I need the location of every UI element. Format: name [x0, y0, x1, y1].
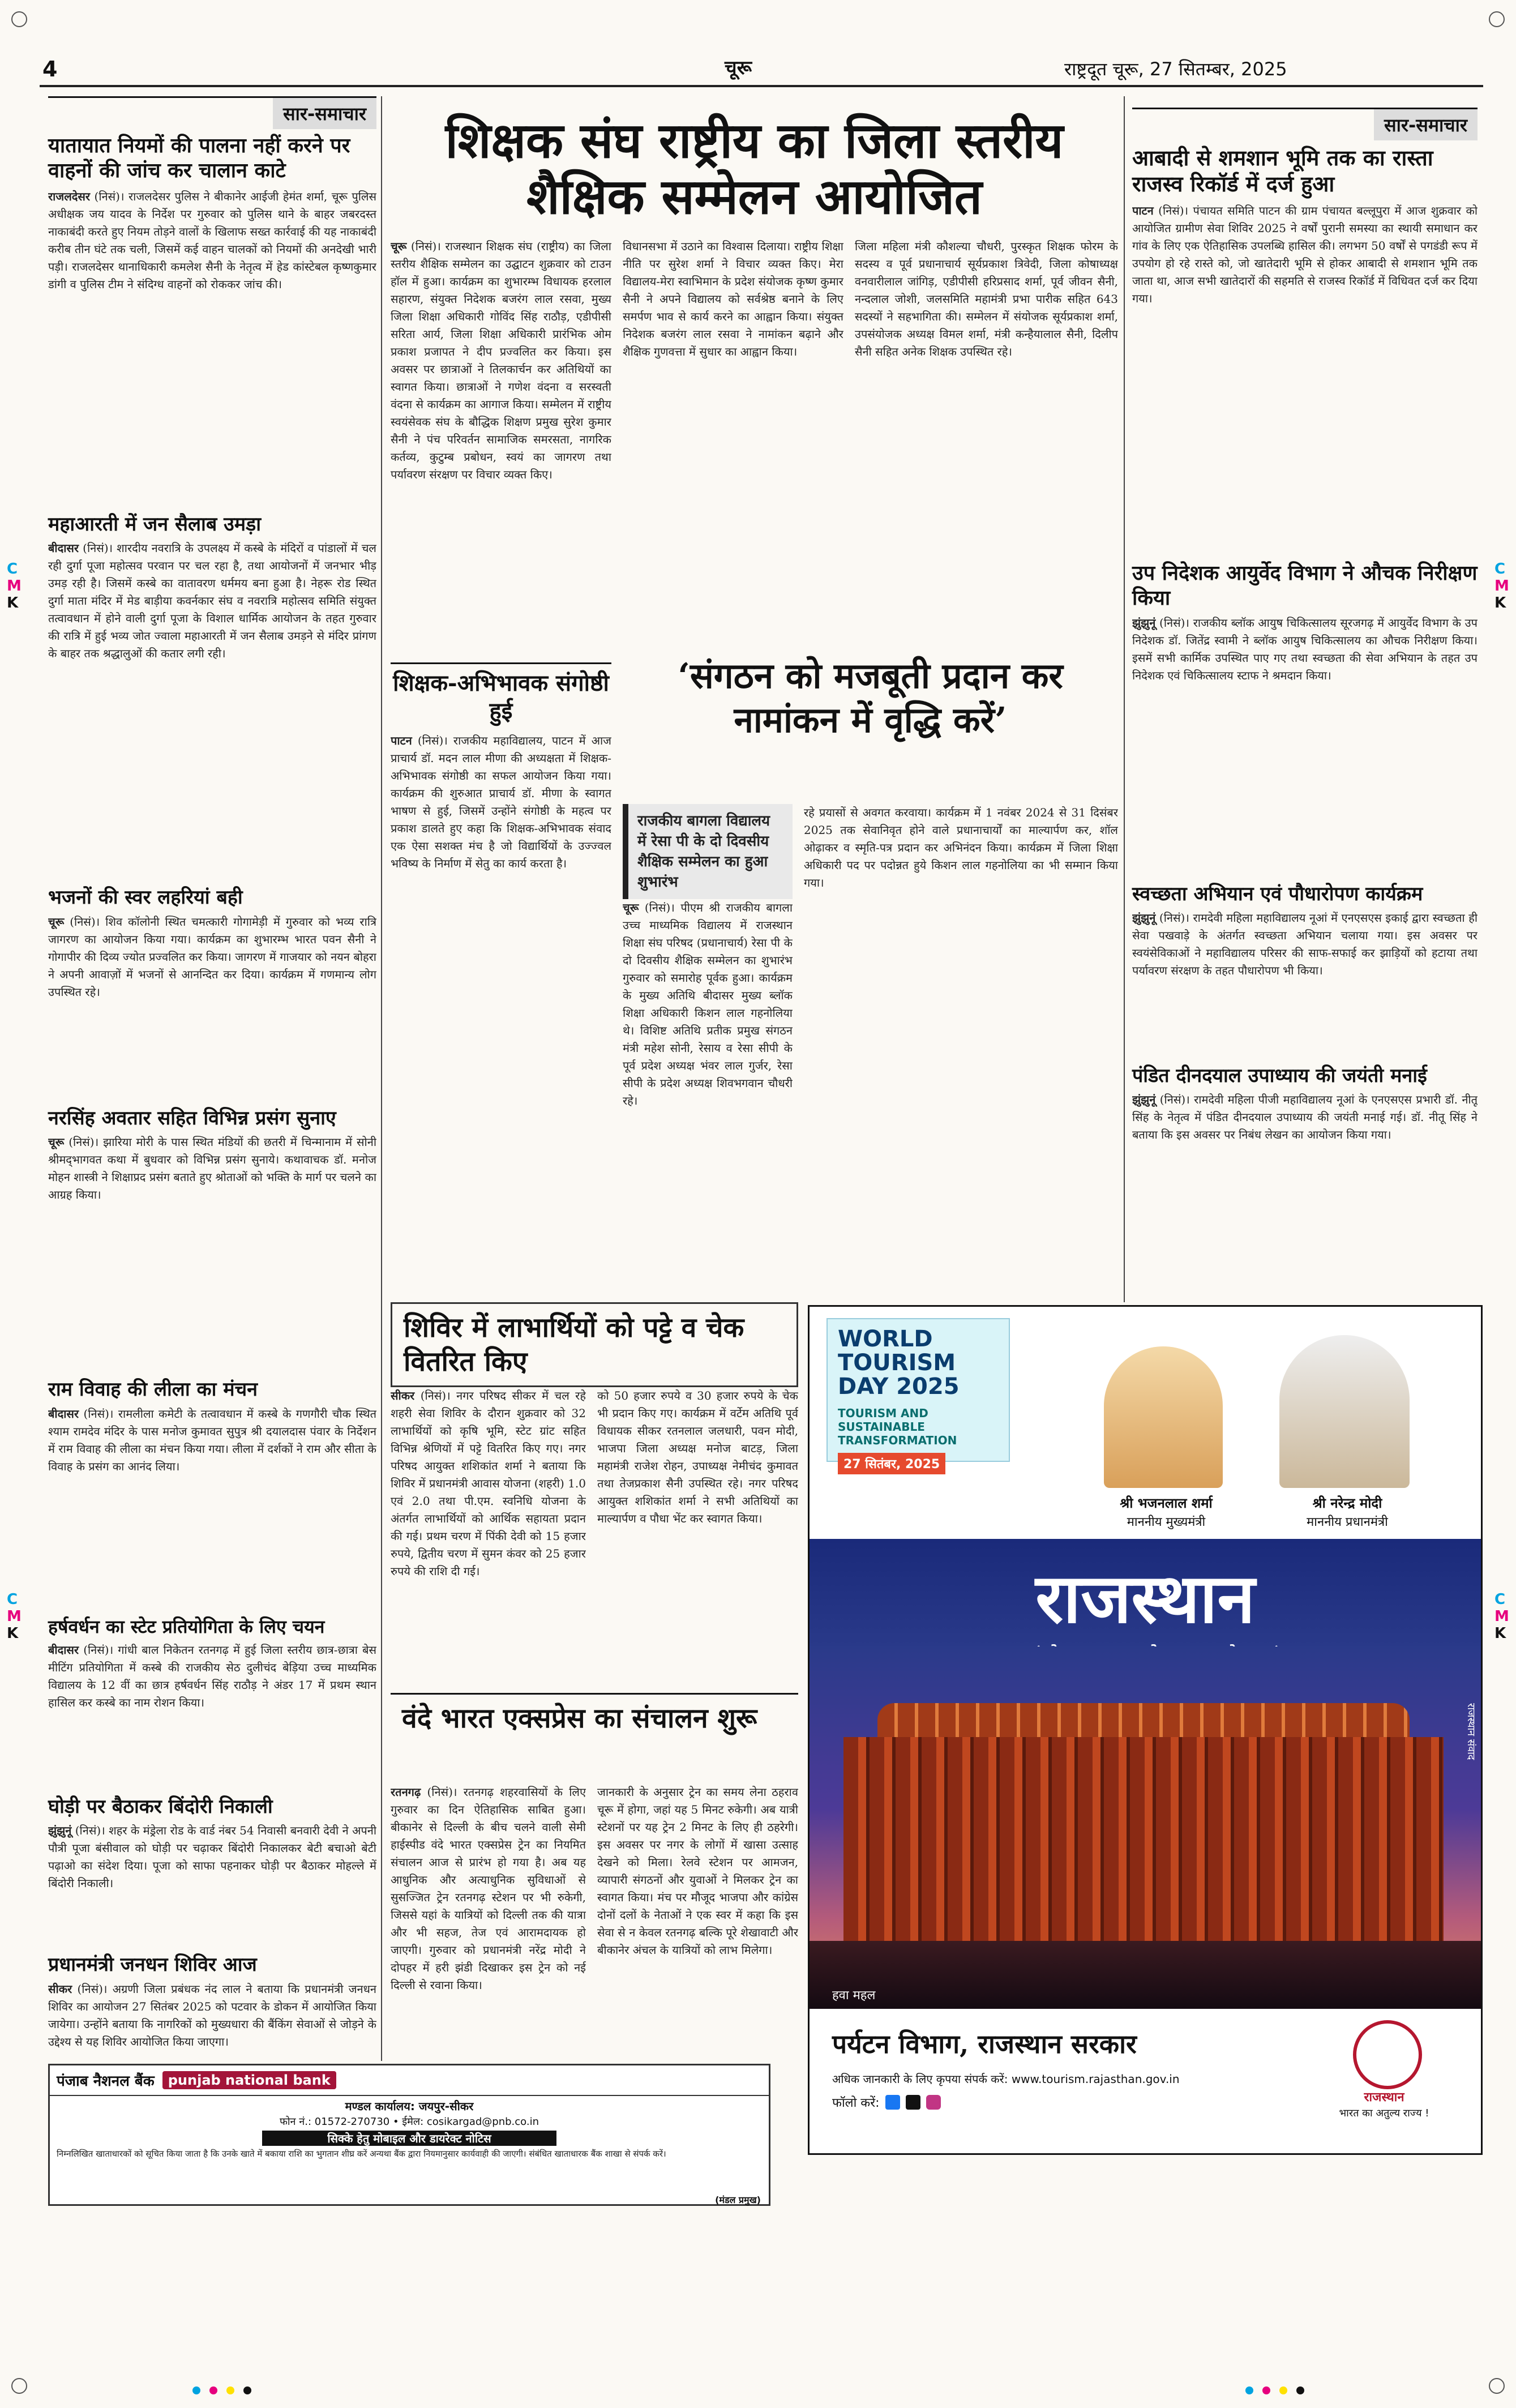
wtd-title: WORLD TOURISM DAY 2025: [838, 1326, 960, 1400]
article-headline: उप निदेशक आयुर्वेद विभाग ने औचक निरीक्षण किया: [1132, 561, 1478, 610]
main-story-col3: जिला महिला मंत्री कौशल्या चौधरी, पुरस्कृत शिक्षक फोरम के सदस्य व पूर्व प्रधानाचार्य सूर्यप्रकाश त्रिवेदी, जिला कोषाध्यक्ष वनवारीलाल जांगिड़, एडीपीसी हरिप्रसाद शर्मा, पूर्व जीवन सैनी, नन्दलाल जोशी, जलसमिति महामंत्री प्रभा पारीक सहित 643 सदस्यों ने सहभागिता की। सम्मेलन में संयोजक सूर्यप्रकाश शर्मा, उपसंयोजक अध्यक्ष विमल शर्मा, मंत्री कन्हैयालाल सैनी, दिलीप सैनी सहित अनेक शिक्षक उपस्थित रहे।: [855, 239, 1118, 358]
train-col2: जानकारी के अनुसार ट्रेन का समय लेना ठहराव चूरू में होगा, जहां यह 5 मिनट रुकेगी। अब यात्री स्टेशनों पर यह ट्रेन 2 मिनट के लिए ही ठहरेगी। इस अवसर पर नगर के लोगों में खासा उत्साह देखने को मिला। रेलवे स्टेशन पर आमजन, व्यापारी संगठनों और युवाओं ने मिलकर ट्रेन का स्वागत किया। मंच पर मौजूद भाजपा और कांग्रेस दोनों दलों के नेताओं ने एक स्वर में कहा कि इस सेवा से न केवल रतनगढ़ बल्कि पूरे शेखावाटी और बीकानेर अंचल के यात्रियों को लाभ मिलेगा।: [597, 1785, 798, 1957]
page-number: 4: [42, 57, 58, 82]
social-row: [832, 2094, 941, 2111]
main-story-col1: चूरू (निसं)। राजस्थान शिक्षक संघ (राष्ट्रीय) का जिला स्तरीय शैक्षिक सम्मेलन का उद्घाटन शुक्रवार को टाउन हॉल में हुआ। कार्यक्रम का शुभारम्भ विधायक हरलाल सहारण, संयुक्त निदेशक बजरंग लाल रसवा, मुख्य जिला शिक्षा अधिकारी गोविंद सिंह राठौड़, एडीपीसी सरिता आर्य, जिला शिक्षा अधिकारी प्रारंभिक ओम प्रकाश प्रजापत ने दीप प्रज्वलित कर किया। इस अवसर पर छात्राओं ने तिलकार्चन कर अतिथियों का स्वागत किया। छात्राओं ने गणेश वंदना व सरस्वती वंदना से कार्यक्रम का आगाज किया। सम्मेलन में राष्ट्रीय स्वयंसेवक संघ के बौद्धिक शिक्षण प्रमुख सुरेश कुमार सैनी ने पंच परिवर्तन सामाजिक समरसता, नागरिक कर्तव्य, कुटुम्ब प्रबोधन, स्वयं का जागरण तथा पर्यावरण संरक्षण पर विचार व्यक्त किए।: [391, 239, 611, 481]
article-headline: स्वच्छता अभियान एवं पौधारोपण कार्यक्रम: [1132, 882, 1423, 905]
cm-role: माननीय मुख्यमंत्री: [1127, 1515, 1206, 1529]
article-body: झुंझुनूं (निसं)। रामदेवी महिला पीजी महाविद्यालय नूआं के एनएसएस प्रभारी डॉ. नीतू सिंह के नेतृत्व में पंडित दीनदयाल उपाध्याय की जयंती मनाई गई। डॉ. नीतू सिंह ने बताया कि इस अवसर पर निबंध लेखन का आयोजन किया गया।: [1132, 1093, 1478, 1142]
train-story: [391, 1693, 798, 1742]
pm-role: माननीय प्रधानमंत्री: [1307, 1515, 1388, 1529]
parent-teacher-story: [391, 662, 611, 1213]
article-body: पाटन (निसं)। पंचायत समिति पाटन की ग्राम पंचायत बल्लूपुरा में आज शुक्रवार को आयोजित ग्रामीण सेवा शिविर 2025 ने वर्षों पुरानी समस्या का स्थायी समाधान कर गांव के लिए एक ऐतिहासिक उपलब्धि हासिल की। लगभग 50 वर्षों से पगडंडी रूप में उपयोग हो रहे रास्ते को, जो खातेदारी भूमि से होकर आबादी से शमशान भूमि तक जाता था, आज सभी खातेदारों की सहमति से राजस्व रिकॉर्ड में विधिवत दर्ज कर दिया गया।: [1132, 203, 1478, 305]
article-headline: शिक्षक-अभिभावक संगोष्ठी हुई: [391, 662, 611, 725]
dept-name: पर्यटन विभाग, राजस्थान सरकार: [832, 2029, 1137, 2059]
article-body: झुंझुनूं (निसं)। शहर के मंड्रेला रोड के वार्ड नंबर 54 निवासी बनवारी देवी ने अपनी पौत्री पूजा बंसीवाल को घोड़ी पर चढ़ाकर बिंदोरी निकालकर बेटी बचाओ बेटी पढ़ाओ का संदेश दिया। पूजा को साफा पहनाकर घोड़ी पर बैठाकर मोहल्ले में बिंदोरी निकाली।: [48, 1824, 376, 1891]
print-color-strip: [0, 2386, 1516, 2398]
cm-name: श्री भजनलाल शर्मा: [1120, 1495, 1213, 1511]
article-headline: आबादी से शमशान भूमि तक का रास्ता राजस्व रिकॉर्ड में दर्ज हुआ: [1132, 145, 1433, 197]
cmk-marker: C M K: [7, 1591, 22, 1642]
pm-name: श्री नरेन्द्र मोदी: [1312, 1495, 1382, 1511]
x-icon[interactable]: [906, 2095, 920, 2110]
instagram-icon[interactable]: [926, 2095, 941, 2110]
main-story: [391, 113, 1118, 225]
chief-minister-photo: [1104, 1346, 1223, 1488]
main-headline: शिक्षक संघ राष्ट्रीय का जिला स्तरीय शैक्षिक सम्मेलन आयोजित: [445, 112, 1064, 225]
bank-notice-body: निम्नलिखित खाताधारकों को सूचित किया जाता है कि उनके खाते में बकाया राशि का भुगतान शीघ्र करें अन्यथा बैंक द्वारा नियमानुसार कार्यवाही की जाएगी। संबंधित खाताधारक बैंक शाखा से संपर्क करें।: [57, 2149, 666, 2159]
tourism-advertisement: [808, 1305, 1483, 2155]
article-body: झुंझुनूं (निसं)। रामदेवी महिला महाविद्यालय नूआं में एनएसएस इकाई द्वारा स्वच्छता ही सेवा पखवाड़े के अंतर्गत स्वच्छता अभियान चलाया गया। इस अवसर पर स्वयंसेविकाओं ने महाविद्यालय परिसर की साफ-सफाई कर झाड़ियों को हटाया तथा पर्यावरण संरक्षण के तहत पौधारोपण भी किया।: [1132, 911, 1478, 977]
patta-story: [391, 1302, 798, 1387]
right-column: [1132, 108, 1478, 1193]
article-headline: वंदे भारत एक्सप्रेस का संचालन शुरू: [391, 1693, 798, 1742]
wtd-date: 27 सितंबर, 2025: [838, 1453, 945, 1474]
article-headline: हर्षवर्धन का स्टेट प्रतियोगिता के लिए चयन: [48, 1615, 325, 1637]
article-body: राजलदेसर (निसं)। राजलदेसर पुलिस ने बीकानेर आईजी हेमंत शर्मा, चूरू पुलिस अधीक्षक जय यादव के निर्देश पर गुरुवार को पुलिस थाने के बाहर जबरदस्त नाकाबंदी करते हुए नियम तोड़ने वालों के खिलाफ सख्त कार्रवाई की यह नाकाबंदी करीब तीन घंटे तक चली, जिसमें कई वाहन चालकों को नियमों की अनदेखी भारी पड़ी। राजलदेसर थानाधिकारी कमलेश सैनी के नेतृत्व में हेड कांस्टेबल कृष्णकुमार डांगी व पुलिस टीम ने संदिग्ध वाहनों को रोककर जांच की।: [48, 189, 376, 291]
article-body: पाटन (निसं)। राजकीय महाविद्यालय, पाटन में आज प्राचार्य डॉ. मदन लाल मीणा की अध्यक्षता में शिक्षक-अभिभावक संगोष्ठी का सफल आयोजन किया गया। कार्यक्रम की शुरुआत प्राचार्य डॉ. मीणा के स्वागत भाषण से हुई, जिसमें उन्होंने संगोष्ठी के महत्व पर प्रकाश डालते हुए कहा कि शिक्षक-अभिभावक संवाद एक ऐसा सशक्त मंच है जो विद्यार्थियों के उज्ज्वल भविष्य के निर्माण में सेतु का कार्य करता है।: [391, 733, 611, 870]
cmk-marker: C M K: [7, 561, 22, 611]
section-name: चूरू: [725, 57, 752, 79]
quote-headline: ‘संगठन को मजबूती प्रदान कर नामांकन में वृद्धि करें’: [678, 655, 1063, 741]
article-headline: नरसिंह अवतार सहित विभिन्न प्रसंग सुनाए: [48, 1106, 336, 1130]
left-column: [48, 96, 376, 2105]
ad-footer: [810, 2009, 1481, 2153]
world-tourism-day-badge: [826, 1318, 1010, 1472]
column-rule: [1124, 96, 1125, 1302]
article-body: झुंझुनूं (निसं)। राजकीय ब्लॉक आयुष चिकित्सालय सूरजगढ़ में आयुर्वेद विभाग के उप निदेशक डॉ. जितेंद्र स्वामी ने ब्लॉक आयुष चिकित्सालय का औचक निरीक्षण किया। इसमें सभी कार्मिक उपस्थित पाए गए तथा स्वच्छता की सेवा अभियान के तहत उप निदेशक एवं चिकित्सालय स्टाफ ने श्रमदान किया।: [1132, 615, 1478, 682]
logo-subtitle: भारत का अतुल्य राज्य !: [1339, 2107, 1429, 2119]
article-headline: पंडित दीनदयाल उपाध्याय की जयंती मनाई: [1132, 1064, 1427, 1087]
ad-code: राजस्थान संवाद: [1465, 1703, 1477, 1760]
article-body: चूरू (निसं)। झारिया मोरी के पास स्थित मंडियों की छतरी में चिन्मानाम में सोनी श्रीमद्‍भागवत कथा में बुधवार को विभिन्न प्रसंग सुनाये। कथावाचक डॉ. मनोज मोहन शास्त्री ने शिक्षाप्रद प्रसंग बताते हुए श्रोताओं को भक्ति के मार्ग पर चलने का आग्रह किया।: [48, 1135, 376, 1202]
registration-mark: [11, 11, 27, 27]
rajasthan-logo: [1353, 2020, 1422, 2089]
patta-col1: सीकर (निसं)। नगर परिषद सीकर में चल रहे शहरी सेवा शिविर के दौरान शुक्रवार को 32 लाभार्थियों को कृषि भूमि, स्टेट ग्रांट सहित विभिन्न श्रेणियों में पट्टे वितरित किए गए। नगर परिषद आयुक्त शशिकांत शर्मा ने बताया कि शिविर में प्रधानमंत्री आवास योजना (शहरी) 1.0 एवं 2.0 तथा पी.एम. स्वनिधि योजना के अंतर्गत लाभार्थियों को आर्थिक सहायता प्रदान की गई। प्रथम चरण में पिंकी देवी को 15 हजार रुपये, द्वितीय चरण में सुमन कंवर को 25 हजार रुपये की राशि दी गई।: [391, 1389, 586, 1578]
follow-label: फॉलो करें:: [832, 2096, 880, 2110]
quote-story-col1: राजकीय बागला विद्यालय में रेसा पी के दो दिवसीय शैक्षिक सम्मेलन का हुआ शुभारंभ चूरू (निसं)। पीएम श्री राजकीय बागला उच्च माध्यमिक विद्यालय में राजस्थान शिक्षा संघ परिषद (प्रधानाचार्य) रेसा पी के दो दिवसीय शैक्षिक सम्मेलन का शुभारंभ गुरुवार को समारोह पूर्वक हुआ। कार्यक्रम के मुख्य अतिथि बीदासर मुख्य ब्लॉक शिक्षा अधिकारी किशन लाल गहनोलिया थे। विशिष्ट अतिथि प्रतीक प्रमुख संगठन मंत्री महेश सोनी, रेसाय व रेसा सीपी के पूर्व प्रदेश अध्यक्ष भंवर लाल गुर्जर, रेसा सीपी के प्रदेश अध्यक्ष शिवभगवान चौधरी रहे।: [623, 804, 793, 1302]
cmk-marker: C M K: [1494, 1591, 1509, 1642]
column-rule: [381, 96, 382, 2061]
cmk-marker: C M K: [1494, 561, 1509, 611]
dept-info: अधिक जानकारी के लिए कृपया संपर्क करें: www.tourism.rajasthan.gov.in: [832, 2072, 1180, 2086]
facebook-icon[interactable]: [885, 2095, 900, 2110]
article-headline: महाआरती में जन सैलाब उमड़ा: [48, 512, 262, 536]
wtd-subtitle: TOURISM AND SUSTAINABLE TRANSFORMATION: [838, 1406, 957, 1447]
bank-notice-title: सिक्के हेतु मोबाइल और डायरेक्ट नोटिस: [262, 2131, 556, 2146]
prime-minister-photo: [1279, 1335, 1410, 1488]
patta-col2: को 50 हजार रुपये व 30 हजार रुपये के चेक भी प्रदान किए गए। कार्यक्रम में वर्टेम अतिथि पूर्व विधायक सीकर रतनलाल जलधारी, पवन मोदी, भाजपा जिला अध्यक्ष मनोज बाटड़, जिला महामंत्री राजेश रोहन, उपाध्यक्ष नेमीचंद कुमावत तथा तेजप्रकाश सैनी उपस्थित रहे। नगर परिषद आयुक्त शशिकांत शर्मा ने सभी अतिथियों का माल्यार्पण व पौधा भेंट कर स्वागत किया।: [597, 1389, 798, 1525]
article-body: सीकर (निसं)। अग्रणी जिला प्रबंधक नंद लाल ने बताया कि प्रधानमंत्री जनधन शिविर का आयोजन 27 सितंबर 2025 को पटवार के डोकन में आयोजित किया जायेगा। उन्होंने बताया कि नागरिकों को मुख्यधारा की बैंकिंग सेवाओं से जोड़ने के उद्देश्य से यह शिविर आयोजित किया जाएगा।: [48, 1982, 376, 2048]
quote-infobox: राजकीय बागला विद्यालय में रेसा पी के दो दिवसीय शैक्षिक सम्मेलन का हुआ शुभारंभ: [623, 804, 793, 899]
article-body: बीदासर (निसं)। शारदीय नवरात्रि के उपलक्ष्य में कस्बे के मंदिरों व पांडालों में चल रही दुर्गा पूजा महोत्सव परवान पर चल रहा है, तथा आयोजनों में जनभार भीड़ उमड़ रही है। जिसमें कस्बे का वातावरण धर्ममय बना हुआ है। नेहरू रोड स्थित दुर्गा माता मंदिर में मेड बाड़ीया कवर्नकार संघ व नवरात्रि महोत्सव समिति संयुक्त तत्वावधान में होने वाली दुर्गा पूजा के विशाल धार्मिक आयोजन के तहत गुरुवार की रात्रि में हुई भव्य जोत ज्वाला महाआरती में जन सैलाब उमड़ने से मंदिर प्रांगण के बाहर तक श्रद्धालुओं की कतार लगी रही।: [48, 541, 376, 661]
article-headline: प्रधानमंत्री जनधन शिविर आज: [48, 1953, 257, 1977]
ad-brand: राजस्थान: [1035, 1559, 1255, 1639]
main-story-col2: विधानसभा में उठाने का विश्वास दिलाया। राष्ट्रीय शिक्षा नीति पर सुरेश शर्मा ने विचार व्यक्त किए। मेरा विद्यालय-मेरा स्वाभिमान के प्रदेश संयोजक कृष्ण कुमार सैनी ने अपने विद्यालय को सर्वश्रेष्ठ बनाने के लिए समर्पण भाव से कार्य करने का आह्वान किया। संयुक्त निदेशक बजरंग लाल रसवा ने नामांकन बढ़ाने और शैक्षिक गुणवत्ता में सुधार का आह्वान किया।: [623, 239, 843, 358]
bank-name-hindi: पंजाब नैशनल बैंक: [57, 2073, 155, 2090]
article-headline: भजनों की स्वर लहरियां बही: [48, 886, 243, 909]
edition-line: राष्ट्रदूत चूरू, 27 सितम्बर, 2025: [1064, 58, 1287, 80]
article-body: चूरू (निसं)। शिव कॉलोनी स्थित चमत्कारी गोगामेड़ी में गुरुवार को भव्य रात्रि जागरण का आयोजन किया गया। कार्यक्रम का शुभारम्भ भारत पवन सैनी ने गोगापीर की दिव्य ज्योत प्रज्वलित कर किया। जागरण में गाजयार को नयन बोहरा ने अपनी आवाज़ों में भजनों से आनन्दित कर दिया। कार्यक्रम में गणमान्य लोग उपस्थित रहे।: [48, 914, 376, 999]
sar-samachar-label: सार-समाचार: [273, 98, 376, 129]
bank-sign: (मंडल प्रमुख): [715, 2195, 761, 2205]
quote-story-col2: रहे प्रयासों से अवगत करवाया। कार्यक्रम में 1 नवंबर 2024 से 31 दिसंबर 2025 तक सेवानिवृत होने वाले प्रधानाचार्यों का माल्यार्पण कर, शॉल ओढ़ाकर व स्मृति-पत्र प्रदान कर अभिनंदन किया। कार्यक्रम में जिला शिक्षा अधिकारी पद पर पदोन्नत हुये किशन लाल गहनोलिया का भी सम्मान किया गया।: [804, 806, 1118, 889]
bank-office: मण्डल कार्यालय: जयपुर-सीकर: [345, 2099, 474, 2113]
article-headline: घोड़ी पर बैठाकर बिंदोरी निकाली: [48, 1795, 273, 1818]
article-headline: राम विवाह की लीला का मंचन: [48, 1378, 258, 1401]
article-body: बीदासर (निसं)। गांधी बाल निकेतन रतनगढ़ में हुई जिला स्तरीय छात्र-छात्रा बेस मीटिंग प्रतियोगिता में कस्बे की राजकीय सेठ दुलीचंद बेड़िया उच्च माध्यमिक विद्यालय के 12 वीं का छात्र हर्षवर्धन सिंह राठौड़ ने अंडर 17 में प्रथम स्थान हासिल कर कस्बे का नाम रोशन किया।: [48, 1643, 376, 1709]
bank-contact: फोन नं.: 01572-270730 • ईमेल: cosikargad@pnb.co.in: [280, 2116, 539, 2128]
article-headline: शिविर में लाभार्थियों को पट्टे व चेक वितरित किए: [391, 1302, 798, 1387]
registration-mark: [1489, 11, 1505, 27]
place-caption: हवा महल: [832, 1988, 876, 2003]
quote-story: [623, 654, 1118, 742]
sar-samachar-label: सार-समाचार: [1374, 109, 1478, 140]
logo-caption: राजस्थान: [1364, 2090, 1404, 2105]
train-col1: रतनगढ़ (निसं)। रतनगढ़ शहरवासियों के लिए गुरुवार का दिन ऐतिहासिक साबित हुआ। बीकानेर से दिल्ली के बीच चलने वाली सेमी हाईस्पीड वंदे भारत एक्सप्रेस ट्रेन का नियमित संचालन आज से प्रारंभ हो गया है। अब यह आधुनिक और अत्याधुनिक सुविधाओं से सुसज्जित ट्रेन रतनगढ़ स्टेशन पर भी रुकेगी, जिससे यहां के यात्रियों को दिल्ली तक की यात्रा और भी सहज, तेज एवं आरामदायक हो जाएगी। गुरुवार को प्रधानमंत्री नरेंद्र मोदी ने दोपहर में हरी झंडी दिखाकर इस ट्रेन को नई दिल्ली से रवाना किया।: [391, 1785, 586, 1992]
bank-logo: punjab national bank: [162, 2071, 336, 2089]
crowd-silhouette: [810, 1941, 1481, 2009]
article-headline: यातायात नियमों की पालना नहीं करने पर वाहनों की जांच कर चालान काटे: [48, 134, 350, 182]
article-body: बीदासर (निसं)। रामलीला कमेटी के तत्वावधान में कस्बे के गणगौरी चौक स्थित श्याम रामदेव मंदिर के पास मनोज कुमावत सुपुत्र श्री दयालदास पंवार के निर्देशन में राम विवाह की लीला का मंचन किया गया। लीला में दर्शकों ने राम और सीता के विवाह के प्रसंग का आनंद लिया।: [48, 1406, 376, 1473]
